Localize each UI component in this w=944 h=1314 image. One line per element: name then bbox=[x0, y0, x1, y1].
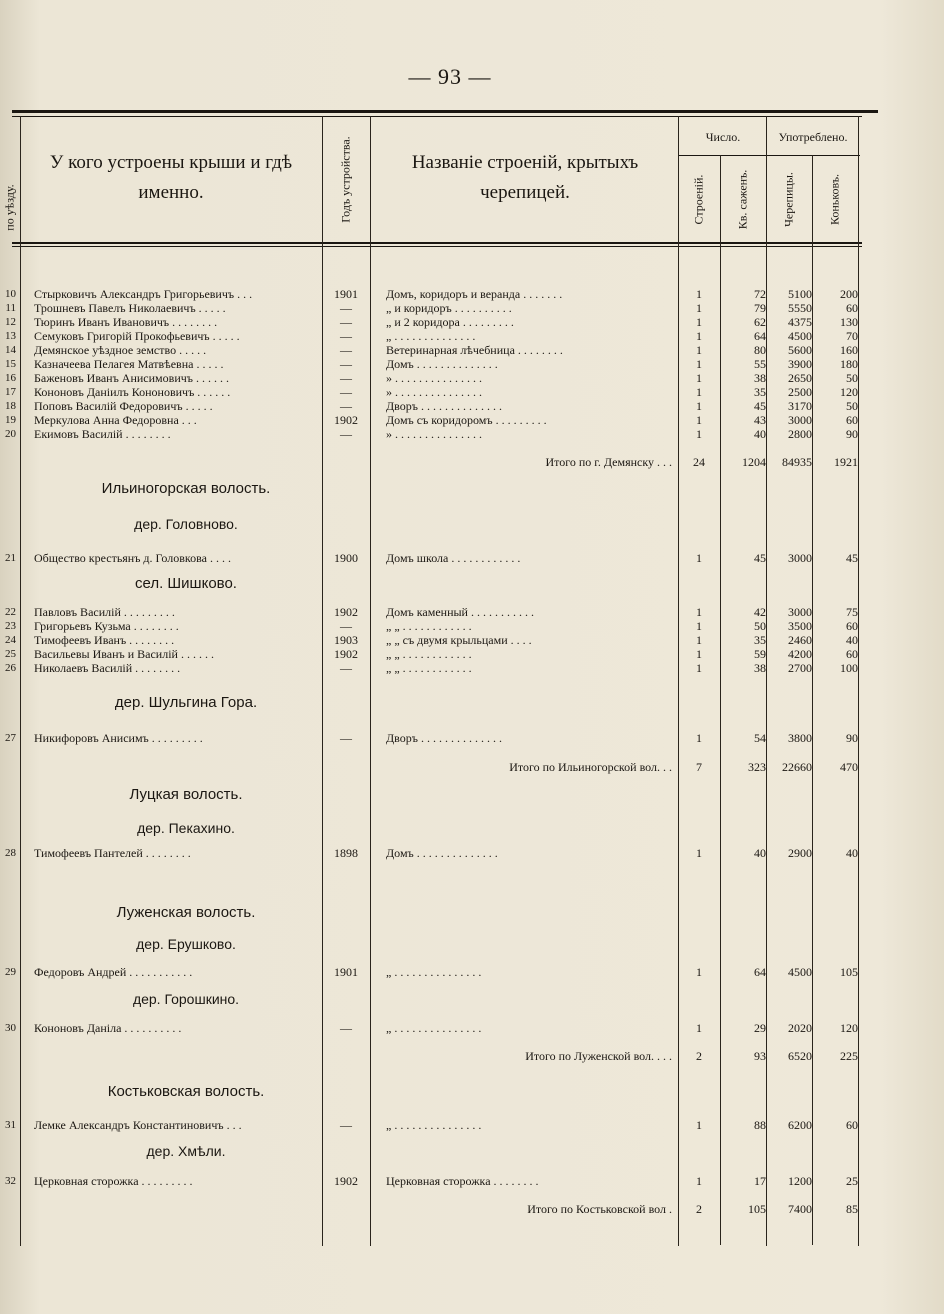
building-name: Домъ каменный . . . . . . . . . . . bbox=[386, 605, 534, 619]
buildings-count: 1 bbox=[696, 846, 702, 860]
village-title: дер. Горошкино. bbox=[132, 991, 240, 1007]
buildings-count: 1 bbox=[696, 633, 702, 647]
tiles: 4200 bbox=[788, 647, 812, 661]
total-row bbox=[0, 1202, 944, 1216]
ridges: 60 bbox=[846, 1118, 858, 1132]
year-built: — bbox=[340, 731, 352, 745]
buildings-count: 1 bbox=[696, 1174, 702, 1188]
ridges: 200 bbox=[840, 287, 858, 301]
table-row bbox=[0, 551, 944, 565]
year-built: — bbox=[340, 371, 352, 385]
sq-sazhen: 54 bbox=[754, 731, 766, 745]
sq-sazhen: 88 bbox=[754, 1118, 766, 1132]
building-name: „ . . . . . . . . . . . . . . . bbox=[386, 1021, 482, 1035]
row-number: 20 bbox=[5, 428, 16, 440]
building-name: Домъ съ коридоромъ . . . . . . . . . bbox=[386, 413, 547, 427]
ridges: 70 bbox=[846, 329, 858, 343]
buildings-count: 2 bbox=[696, 1202, 702, 1216]
tiles: 2460 bbox=[788, 633, 812, 647]
buildings-count: 1 bbox=[696, 661, 702, 675]
year-built: 1898 bbox=[334, 846, 358, 860]
table-row bbox=[0, 633, 944, 647]
building-name: » . . . . . . . . . . . . . . . bbox=[386, 427, 482, 441]
sq-sazhen: 38 bbox=[754, 371, 766, 385]
year-built: — bbox=[340, 619, 352, 633]
owner-name: Церковная сторожка . . . . . . . . . bbox=[34, 1174, 193, 1188]
tiles: 3170 bbox=[788, 399, 812, 413]
row-number: 28 bbox=[5, 847, 16, 859]
owner-name: Демянское уѣздное земство . . . . . bbox=[34, 343, 207, 357]
ridges: 85 bbox=[846, 1202, 858, 1216]
owner-name: Кононовъ Даніла . . . . . . . . . . bbox=[34, 1021, 182, 1035]
buildings-count: 1 bbox=[696, 357, 702, 371]
row-number: 16 bbox=[5, 372, 16, 384]
owner-name: Тимофеевъ Иванъ . . . . . . . . bbox=[34, 633, 175, 647]
year-built: 1902 bbox=[334, 413, 358, 427]
sq-sazhen: 38 bbox=[754, 661, 766, 675]
ridges: 60 bbox=[846, 413, 858, 427]
tiles: 2900 bbox=[788, 846, 812, 860]
owner-name: Тюринъ Иванъ Ивановичъ . . . . . . . . bbox=[34, 315, 218, 329]
row-number: 32 bbox=[5, 1175, 16, 1187]
ridges: 60 bbox=[846, 619, 858, 633]
header-sq-sazhen: Кв. саженъ. bbox=[735, 169, 750, 230]
tiles: 6520 bbox=[788, 1049, 812, 1063]
owner-name: Васильевы Иванъ и Василій . . . . . . bbox=[34, 647, 214, 661]
row-number: 22 bbox=[5, 606, 16, 618]
owner-name: Екимовъ Василій . . . . . . . . bbox=[34, 427, 171, 441]
village-title: дер. Шульгина Гора. bbox=[114, 694, 258, 711]
table-row bbox=[0, 357, 944, 371]
table-row bbox=[0, 1118, 944, 1132]
buildings-count: 1 bbox=[696, 605, 702, 619]
ridges: 25 bbox=[846, 1174, 858, 1188]
sq-sazhen: 59 bbox=[754, 647, 766, 661]
buildings-count: 1 bbox=[696, 965, 702, 979]
section-title: Луцкая волость. bbox=[129, 786, 243, 803]
buildings-count: 1 bbox=[696, 413, 702, 427]
table-row bbox=[0, 343, 944, 357]
year-built: — bbox=[340, 329, 352, 343]
tiles: 5550 bbox=[788, 301, 812, 315]
ridges: 90 bbox=[846, 731, 858, 745]
owner-name: Никифоровъ Анисимъ . . . . . . . . . bbox=[34, 731, 203, 745]
sq-sazhen: 45 bbox=[754, 399, 766, 413]
sq-sazhen: 105 bbox=[748, 1202, 766, 1216]
village-title: дер. Ерушково. bbox=[136, 936, 236, 952]
ridges: 1921 bbox=[834, 455, 858, 469]
owner-name: Поповъ Василій Федоровичъ . . . . . bbox=[34, 399, 213, 413]
sq-sazhen: 62 bbox=[754, 315, 766, 329]
row-number: 13 bbox=[5, 330, 16, 342]
ridges: 105 bbox=[840, 965, 858, 979]
tiles: 4375 bbox=[788, 315, 812, 329]
building-name: Дворъ . . . . . . . . . . . . . . bbox=[386, 399, 502, 413]
ridges: 470 bbox=[840, 760, 858, 774]
buildings-count: 24 bbox=[693, 455, 705, 469]
sq-sazhen: 1204 bbox=[742, 455, 766, 469]
row-number: 17 bbox=[5, 386, 16, 398]
building-name: » . . . . . . . . . . . . . . . bbox=[386, 385, 482, 399]
building-name: „ „ . . . . . . . . . . . . bbox=[386, 619, 472, 633]
side-label: по уѣзду. bbox=[2, 184, 17, 231]
table-row bbox=[0, 399, 944, 413]
building-name: „ . . . . . . . . . . . . . . . bbox=[386, 1118, 482, 1132]
table-row bbox=[0, 1021, 944, 1035]
ridges: 180 bbox=[840, 357, 858, 371]
row-number: 24 bbox=[5, 634, 16, 646]
building-name: „ и коридоръ . . . . . . . . . . bbox=[386, 301, 512, 315]
year-built: — bbox=[340, 427, 352, 441]
sq-sazhen: 40 bbox=[754, 427, 766, 441]
tiles: 2500 bbox=[788, 385, 812, 399]
buildings-count: 7 bbox=[696, 760, 702, 774]
header-ridges: Коньковъ. bbox=[827, 173, 842, 226]
sq-sazhen: 55 bbox=[754, 357, 766, 371]
building-name: „ . . . . . . . . . . . . . . bbox=[386, 329, 476, 343]
ridges: 45 bbox=[846, 551, 858, 565]
village-title: дер. Головново. bbox=[134, 516, 238, 532]
year-built: — bbox=[340, 661, 352, 675]
section-title: Луженская волость. bbox=[116, 904, 256, 921]
ridges: 225 bbox=[840, 1049, 858, 1063]
buildings-count: 1 bbox=[696, 427, 702, 441]
sq-sazhen: 35 bbox=[754, 633, 766, 647]
col-line-1 bbox=[20, 116, 21, 1246]
building-name: Домъ . . . . . . . . . . . . . . bbox=[386, 357, 498, 371]
buildings-count: 1 bbox=[696, 647, 702, 661]
header-buildings: Строеній. bbox=[691, 174, 706, 225]
buildings-count: 1 bbox=[696, 399, 702, 413]
ridges: 130 bbox=[840, 315, 858, 329]
sq-sazhen: 64 bbox=[754, 965, 766, 979]
tiles: 2650 bbox=[788, 371, 812, 385]
tiles: 3800 bbox=[788, 731, 812, 745]
year-built: 1902 bbox=[334, 647, 358, 661]
ridges: 75 bbox=[846, 605, 858, 619]
building-name: „ „ . . . . . . . . . . . . bbox=[386, 647, 472, 661]
sq-sazhen: 45 bbox=[754, 551, 766, 565]
village-title: сел. Шишково. bbox=[135, 575, 237, 592]
row-number: 12 bbox=[5, 316, 16, 328]
total-label: Итого по Костьковской вол . bbox=[527, 1202, 672, 1216]
section-title: Костьковская волость. bbox=[107, 1083, 265, 1100]
tiles: 2700 bbox=[788, 661, 812, 675]
table-row bbox=[0, 287, 944, 301]
header-group-count: Число. bbox=[705, 130, 741, 144]
table-row bbox=[0, 385, 944, 399]
table-row bbox=[0, 329, 944, 343]
sq-sazhen: 35 bbox=[754, 385, 766, 399]
owner-name: Николаевъ Василій . . . . . . . . bbox=[34, 661, 181, 675]
building-name: „ и 2 коридора . . . . . . . . . bbox=[386, 315, 514, 329]
header-bottom-rule-thin bbox=[12, 246, 862, 247]
village-title: дер. Пекахино. bbox=[137, 820, 235, 836]
tiles: 1200 bbox=[788, 1174, 812, 1188]
buildings-count: 1 bbox=[696, 731, 702, 745]
owner-name: Меркулова Анна Федоровна . . . bbox=[34, 413, 197, 427]
col-line-4 bbox=[678, 116, 679, 1246]
row-number: 15 bbox=[5, 358, 16, 370]
header-group-used: Употреблено. bbox=[778, 130, 848, 144]
sq-sazhen: 29 bbox=[754, 1021, 766, 1035]
tiles: 2020 bbox=[788, 1021, 812, 1035]
buildings-count: 1 bbox=[696, 371, 702, 385]
year-built: — bbox=[340, 1118, 352, 1132]
year-built: 1901 bbox=[334, 287, 358, 301]
owner-name: Павловъ Василій . . . . . . . . . bbox=[34, 605, 175, 619]
header-bottom-rule bbox=[12, 242, 862, 244]
year-built: — bbox=[340, 399, 352, 413]
owner-name: Лемке Александръ Константиновичъ . . . bbox=[34, 1118, 242, 1132]
building-name: Церковная сторожка . . . . . . . . bbox=[386, 1174, 539, 1188]
row-number: 19 bbox=[5, 414, 16, 426]
year-built: 1903 bbox=[334, 633, 358, 647]
row-number: 31 bbox=[5, 1119, 16, 1131]
total-row bbox=[0, 1049, 944, 1063]
sq-sazhen: 17 bbox=[754, 1174, 766, 1188]
row-number: 27 bbox=[5, 732, 16, 744]
ridges: 50 bbox=[846, 399, 858, 413]
ridges: 50 bbox=[846, 371, 858, 385]
table-row bbox=[0, 1174, 944, 1188]
table-row bbox=[0, 301, 944, 315]
buildings-count: 2 bbox=[696, 1049, 702, 1063]
ridges: 100 bbox=[840, 661, 858, 675]
building-name: „ . . . . . . . . . . . . . . . bbox=[386, 965, 482, 979]
buildings-count: 1 bbox=[696, 315, 702, 329]
tiles: 3000 bbox=[788, 413, 812, 427]
year-built: 1901 bbox=[334, 965, 358, 979]
building-name: „ „ съ двумя крыльцами . . . . bbox=[386, 633, 532, 647]
owner-name: Тимофеевъ Пантелей . . . . . . . . bbox=[34, 846, 191, 860]
total-label: Итого по Луженской вол. . . . bbox=[525, 1049, 672, 1063]
year-built: — bbox=[340, 1021, 352, 1035]
owner-name: Общество крестьянъ д. Головкова . . . . bbox=[34, 551, 231, 565]
row-number: 25 bbox=[5, 648, 16, 660]
section-title: Ильиногорская волость. bbox=[101, 480, 271, 497]
buildings-count: 1 bbox=[696, 1021, 702, 1035]
table-row bbox=[0, 315, 944, 329]
building-name: Домъ школа . . . . . . . . . . . . bbox=[386, 551, 521, 565]
building-name: Домъ . . . . . . . . . . . . . . bbox=[386, 846, 498, 860]
tiles: 3000 bbox=[788, 551, 812, 565]
tiles: 22660 bbox=[782, 760, 812, 774]
sq-sazhen: 79 bbox=[754, 301, 766, 315]
tiles: 3500 bbox=[788, 619, 812, 633]
row-number: 26 bbox=[5, 662, 16, 674]
header-building: Названіе строеній, крытыхъ черепицей. bbox=[411, 152, 639, 203]
tiles: 5600 bbox=[788, 343, 812, 357]
tiles: 4500 bbox=[788, 329, 812, 343]
total-label: Итого по г. Демянску . . . bbox=[545, 455, 672, 469]
row-number: 30 bbox=[5, 1022, 16, 1034]
header-tiles: Черепицы. bbox=[781, 172, 796, 227]
sq-sazhen: 42 bbox=[754, 605, 766, 619]
tiles: 3000 bbox=[788, 605, 812, 619]
owner-name: Стырковичъ Александръ Григорьевичъ . . . bbox=[34, 287, 253, 301]
row-number: 11 bbox=[5, 302, 16, 314]
sq-sazhen: 50 bbox=[754, 619, 766, 633]
col-line-6 bbox=[766, 116, 767, 1246]
sq-sazhen: 43 bbox=[754, 413, 766, 427]
header-top-rule-thin bbox=[12, 116, 862, 117]
year-built: — bbox=[340, 301, 352, 315]
tiles: 4500 bbox=[788, 965, 812, 979]
buildings-count: 1 bbox=[696, 287, 702, 301]
table-row bbox=[0, 427, 944, 441]
ridges: 40 bbox=[846, 846, 858, 860]
sq-sazhen: 72 bbox=[754, 287, 766, 301]
owner-name: Семуковъ Григорій Прокофьевичъ . . . . . bbox=[34, 329, 240, 343]
table-row bbox=[0, 965, 944, 979]
buildings-count: 1 bbox=[696, 385, 702, 399]
owner-name: Баженовъ Иванъ Анисимовичъ . . . . . . bbox=[34, 371, 229, 385]
year-built: 1902 bbox=[334, 605, 358, 619]
row-number: 21 bbox=[5, 552, 16, 564]
sq-sazhen: 40 bbox=[754, 846, 766, 860]
table-row bbox=[0, 619, 944, 633]
table-row bbox=[0, 661, 944, 675]
sq-sazhen: 80 bbox=[754, 343, 766, 357]
year-built: 1902 bbox=[334, 1174, 358, 1188]
ridges: 40 bbox=[846, 633, 858, 647]
total-row bbox=[0, 760, 944, 774]
table-row bbox=[0, 371, 944, 385]
ridges: 120 bbox=[840, 1021, 858, 1035]
table-row bbox=[0, 731, 944, 745]
row-number: 23 bbox=[5, 620, 16, 632]
building-name: „ „ . . . . . . . . . . . . bbox=[386, 661, 472, 675]
ridges: 60 bbox=[846, 647, 858, 661]
building-name: Ветеринарная лѣчебница . . . . . . . . bbox=[386, 343, 563, 357]
year-built: — bbox=[340, 315, 352, 329]
buildings-count: 1 bbox=[696, 329, 702, 343]
row-number: 18 bbox=[5, 400, 16, 412]
year-built: 1900 bbox=[334, 551, 358, 565]
building-name: » . . . . . . . . . . . . . . . bbox=[386, 371, 482, 385]
ridges: 160 bbox=[840, 343, 858, 357]
total-label: Итого по Ильиногорской вол. . . bbox=[509, 760, 672, 774]
sq-sazhen: 64 bbox=[754, 329, 766, 343]
tiles: 3900 bbox=[788, 357, 812, 371]
sq-sazhen: 93 bbox=[754, 1049, 766, 1063]
tiles: 84935 bbox=[782, 455, 812, 469]
ridges: 90 bbox=[846, 427, 858, 441]
ridges: 120 bbox=[840, 385, 858, 399]
owner-name: Казначеева Пелагея Матвѣевна . . . . . bbox=[34, 357, 224, 371]
village-title: дер. Хмѣли. bbox=[146, 1143, 226, 1159]
buildings-count: 1 bbox=[696, 551, 702, 565]
tiles: 5100 bbox=[788, 287, 812, 301]
tiles: 7400 bbox=[788, 1202, 812, 1216]
building-name: Дворъ . . . . . . . . . . . . . . bbox=[386, 731, 502, 745]
total-row bbox=[0, 455, 944, 469]
building-name: Домъ, коридоръ и веранда . . . . . . . bbox=[386, 287, 563, 301]
row-number: 14 bbox=[5, 344, 16, 356]
year-built: — bbox=[340, 343, 352, 357]
header-owner: У кого устроены крыши и гдѣ именно. bbox=[49, 152, 293, 203]
table-row bbox=[0, 647, 944, 661]
table-row bbox=[0, 846, 944, 860]
year-built: — bbox=[340, 385, 352, 399]
owner-name: Федоровъ Андрей . . . . . . . . . . . bbox=[34, 965, 193, 979]
ridges: 60 bbox=[846, 301, 858, 315]
table-row bbox=[0, 413, 944, 427]
buildings-count: 1 bbox=[696, 1118, 702, 1132]
tiles: 2800 bbox=[788, 427, 812, 441]
owner-name: Трошневъ Павелъ Николаевичъ . . . . . bbox=[34, 301, 226, 315]
col-line-3 bbox=[370, 116, 371, 1246]
row-number: 10 bbox=[5, 288, 16, 300]
buildings-count: 1 bbox=[696, 619, 702, 633]
header-top-rule bbox=[12, 110, 878, 113]
owner-name: Григорьевъ Кузьма . . . . . . . . bbox=[34, 619, 179, 633]
owner-name: Кононовъ Даніилъ Кононовичъ . . . . . . bbox=[34, 385, 231, 399]
row-number: 29 bbox=[5, 966, 16, 978]
tiles: 6200 bbox=[788, 1118, 812, 1132]
sq-sazhen: 323 bbox=[748, 760, 766, 774]
buildings-count: 1 bbox=[696, 343, 702, 357]
col-line-8 bbox=[858, 116, 859, 1246]
year-built: — bbox=[340, 357, 352, 371]
table-row bbox=[0, 605, 944, 619]
buildings-count: 1 bbox=[696, 301, 702, 315]
col-line-2 bbox=[322, 116, 323, 1246]
header-year: Годъ устройства. bbox=[338, 136, 353, 223]
page-number: — 93 — bbox=[408, 64, 492, 89]
